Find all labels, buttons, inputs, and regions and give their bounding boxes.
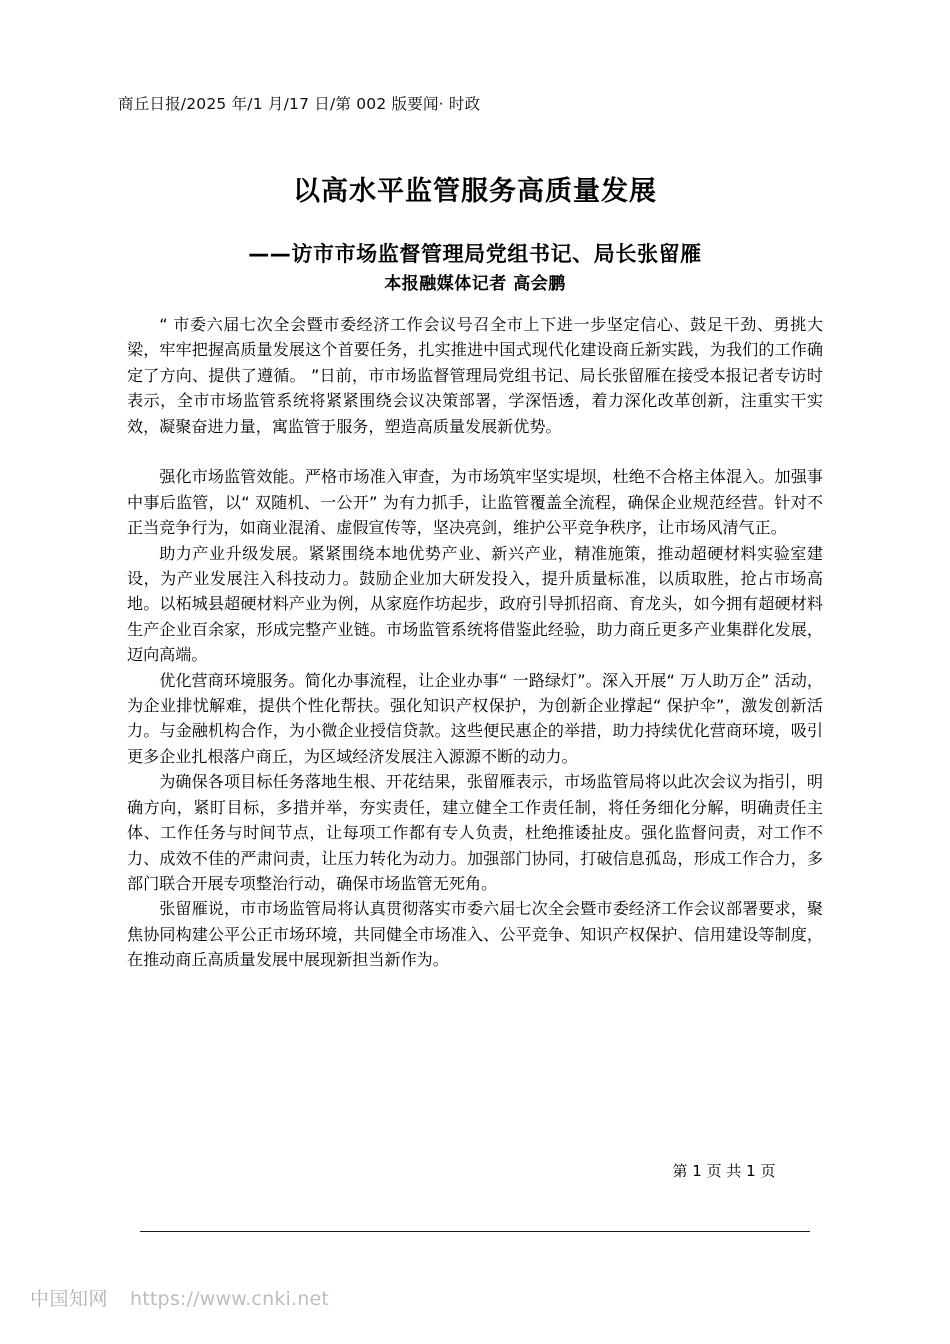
body-paragraph: 张留雁说，市市场监管局将认真贯彻落实市委六届七次全会暨市委经济工作会议部署要求，聚焦协同构建公平公正市场环境，共同健全市场准入、公平竞争、知识产权保护、信用建设等制度，在推动商丘高质量发展中展现新担当新作为。: [127, 899, 823, 970]
body-paragraph: “ 市委六届七次全会暨市委经济工作会议号召全市上下进一步坚定信心、鼓足干劲、勇挑大梁，牢牢把握高质量发展这个首要任务，扎实推进中国式现代化建设商丘新实践，为我们的工作确定了方向、提供了遵循。 ”日前，市市场监督管理局党组书记、局长张留雁在接受本报记者专访时表示，全市市场监管系统将紧紧围绕会议决策部署，学深悟透，着力深化改革创新，注重实干实效，凝聚奋进力量，寓监管于服务，塑造高质量发展新优势。: [127, 315, 823, 436]
body-paragraph: 强化市场监管效能。严格市场准入审查，为市场筑牢坚实堤坝，杜绝不合格主体混入。加强事中事后监管，以“ 双随机、一公开” 为有力抓手，让监管覆盖全流程，确保企业规范经营。针对不正当竞争行为，如商业混淆、虚假宣传等，坚决亮剑，维护公平竞争秩序，让市场风清气正。: [127, 467, 823, 538]
cnki-brand-label: 中国知网: [30, 1288, 109, 1310]
page-number-label: 第 1 页 共 1 页: [672, 1162, 776, 1180]
page-title: 以高水平监管服务高质量发展: [293, 176, 657, 208]
body-paragraph: 为确保各项目标任务落地生根、开花结果，张留雁表示，市场监管局将以此次会议为指引，明确方向，紧盯目标，多措并举，夯实责任，建立健全工作责任制，将任务细化分解，明确责任主体、工作任务与时间节点，让每项工作都有专人负责，杜绝推诿扯皮。强化监督问责，对工作不力、成效不佳的严肃问责，让压力转化为动力。加强部门协同，打破信息孤岛，形成工作合力，多部门联合开展专项整治行动，确保市场监管无死角。: [127, 772, 823, 893]
page-number-footer: [0, 1159, 950, 1183]
cnki-watermark: [30, 1286, 329, 1312]
cnki-url-label: https://www.cnki.net: [130, 1288, 330, 1310]
body-paragraph: 优化营商环境服务。简化办事流程，让企业办事“ 一路绿灯”。深入开展“ 万人助万企” 活动，为企业排忧解难，提供个性化帮扶。强化知识产权保护，为创新企业撑起“ 保护伞”，激发创新活力。与金融机构合作，为小微企业授信贷款。这些便民惠企的举措，助力持续优化营商环境，吸引更多企业扎根落户商丘，为区域经济发展注入源源不断的动力。: [127, 670, 823, 766]
article-subtitle: ——访市市场监督管理局党组书记、局长张留雁: [248, 242, 702, 267]
article-body: [127, 312, 823, 973]
body-paragraph: 助力产业升级发展。紧紧围绕本地优势产业、新兴产业，精准施策，推动超硬材料实验室建设，为产业发展注入科技动力。鼓励企业加大研发投入，提升质量标准，以质取胜，抢占市场高地。以柘城县超硬材料产业为例，从家庭作坊起步，政府引导抓招商、育龙头，如今拥有超硬材料生产企业百余家，形成完整产业链。市场监管系统将借鉴此经验，助力商丘更多产业集群化发展，迈向高端。: [127, 543, 823, 665]
publication-source-line: 商丘日报/2025 年/1 月/17 日/第 002 版要闻· 时政: [118, 95, 481, 113]
article-byline: 本报融媒体记者 高会鹏: [384, 274, 566, 294]
footer-divider: [140, 1231, 810, 1232]
